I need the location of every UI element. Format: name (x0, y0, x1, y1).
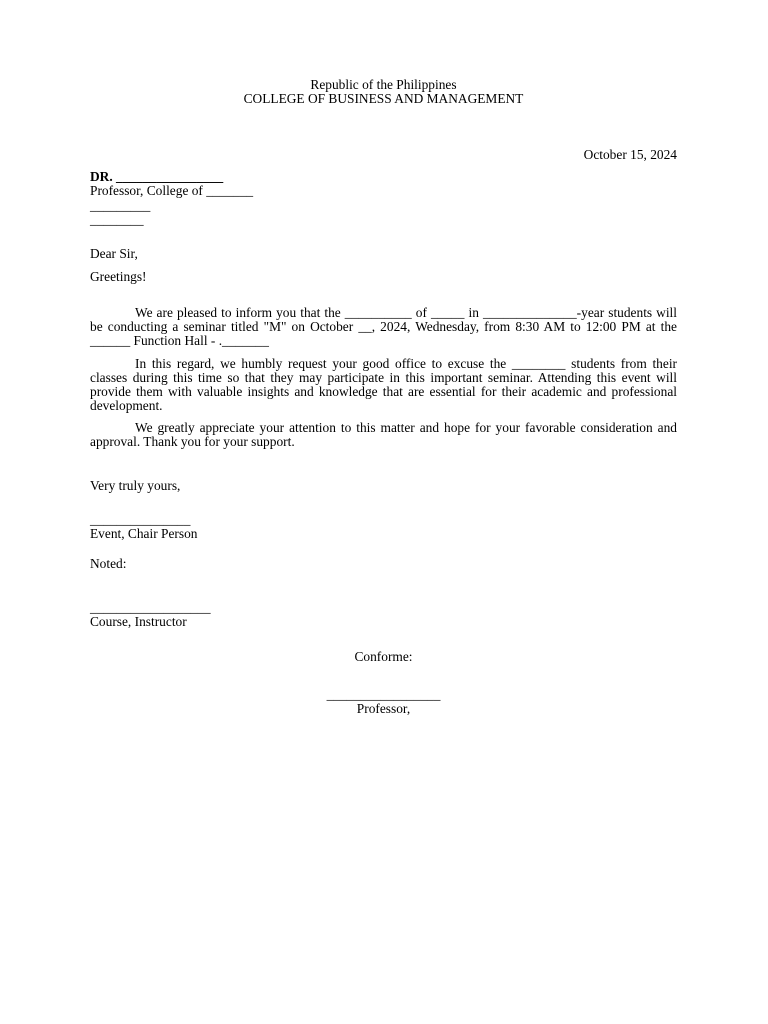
signatory-professor-title: Professor, (356, 701, 411, 716)
letter-page (90, 78, 677, 716)
body-paragraph: In this regard, we humbly request your good office to excuse the ________ students from their classes during this time so that they may participate in this important seminar. Attending this event will provide them with valuable insights and knowledge that are essential for their academic and professional development. (90, 356, 677, 413)
signatory-chair-title: Event, Chair Person (90, 526, 198, 541)
header-republic: Republic of the Philippines (310, 77, 457, 92)
recipient-name: DR. ________________ (90, 169, 224, 184)
body-paragraph: We are pleased to inform you that the __________ of _____ in ______________-year students will be conducting a seminar titled "M" on October __, 2024, Wednesday, from 8:30 AM to 12:00 PM at the ______ Function Hall - ._______ (90, 305, 677, 348)
signature-line-professor: _________________ (326, 687, 441, 702)
closing: Very truly yours, (90, 478, 181, 493)
recipient-position: Professor, College of _______ (90, 183, 254, 198)
conforme-label: Conforme: (354, 649, 413, 664)
noted-label: Noted: (90, 556, 127, 571)
greeting: Greetings! (90, 269, 147, 284)
salutation: Dear Sir, (90, 246, 138, 261)
letter-date: October 15, 2024 (583, 147, 677, 162)
signature-line-chair: _______________ (90, 512, 191, 527)
recipient-address-line: ________ (90, 212, 144, 227)
signatory-instructor-title: Course, Instructor (90, 614, 187, 629)
signature-line-instructor: __________________ (90, 600, 211, 615)
recipient-address-line: _________ (90, 198, 151, 213)
header-college: COLLEGE OF BUSINESS AND MANAGEMENT (243, 91, 524, 106)
body-paragraph: We greatly appreciate your attention to this matter and hope for your favorable consideration and approval. Thank you for your support. (90, 420, 677, 449)
